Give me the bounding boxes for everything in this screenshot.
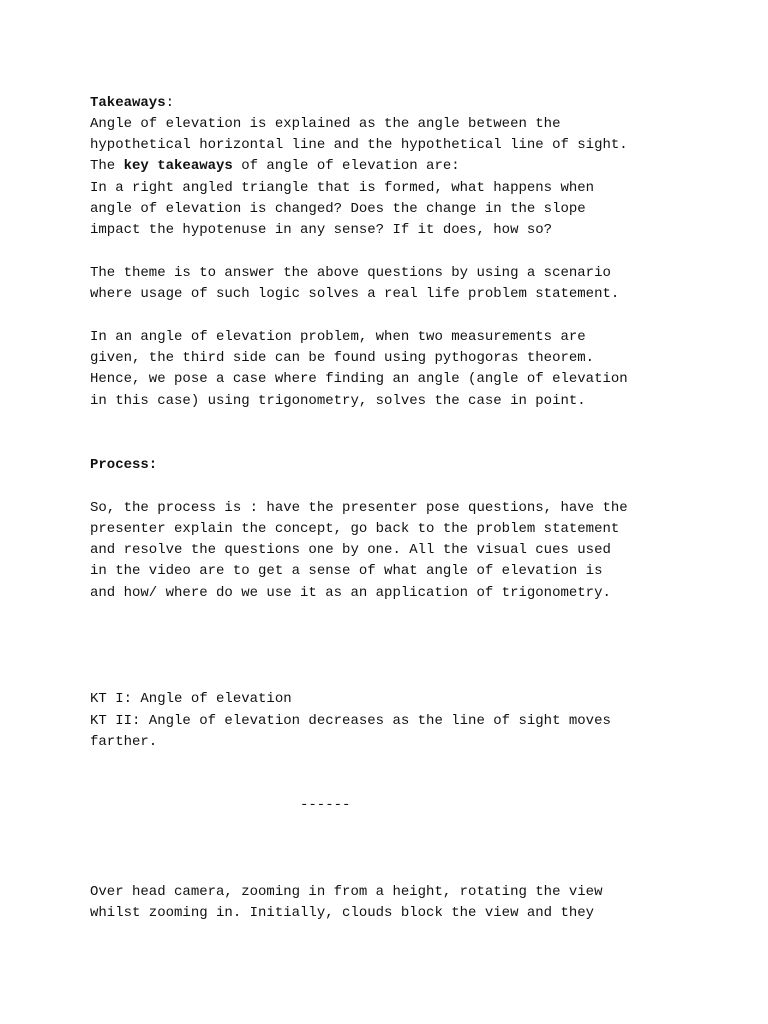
takeaways-line-3-pre: The <box>90 158 124 174</box>
takeaways-line-6: impact the hypotenuse in any sense? If it does, how so? <box>90 222 553 238</box>
takeaways-line-4: In a right angled triangle that is formed, what happens when <box>90 180 595 196</box>
key-takeaways-term: key takeaways <box>123 158 233 174</box>
takeaways-heading-line <box>90 93 174 114</box>
problem-line-1: In an angle of elevation problem, when two measurements are <box>90 329 586 345</box>
takeaways-line-5: angle of elevation is changed? Does the change in the slope <box>90 201 586 217</box>
process-line-3: and resolve the questions one by one. All the visual cues used <box>90 542 611 558</box>
takeaways-heading: Takeaways <box>90 95 166 111</box>
kt-line-3: farther. <box>90 734 158 750</box>
scene-line-2: whilst zooming in. Initially, clouds block the view and they <box>90 905 595 921</box>
kt-line-2: KT II: Angle of elevation decreases as the line of sight moves <box>90 713 611 729</box>
takeaways-line-2: hypothetical horizontal line and the hypothetical line of sight. <box>90 137 628 153</box>
takeaways-heading-colon: : <box>165 95 175 111</box>
process-line-5: and how/ where do we use it as an application of trigonometry. <box>90 585 611 601</box>
process-line-4: in the video are to get a sense of what angle of elevation is <box>90 563 603 579</box>
theme-line-2: where usage of such logic solves a real life problem statement. <box>90 286 620 302</box>
theme-line-1: The theme is to answer the above questions by using a scenario <box>90 265 611 281</box>
takeaways-line-3-post: of angle of elevation are: <box>232 158 460 174</box>
takeaways-line-3 <box>90 156 460 177</box>
process-line-2: presenter explain the concept, go back to the problem statement <box>90 521 620 537</box>
problem-line-4: in this case) using trigonometry, solves the case in point. <box>90 393 586 409</box>
problem-line-3: Hence, we pose a case where finding an angle (angle of elevation <box>90 371 628 387</box>
section-divider: ------ <box>300 797 351 813</box>
process-line-1: So, the process is : have the presenter pose questions, have the <box>90 500 628 516</box>
kt-line-1: KT I: Angle of elevation <box>90 691 292 707</box>
process-heading: Process: <box>90 457 158 473</box>
takeaways-line-1: Angle of elevation is explained as the angle between the <box>90 116 561 132</box>
scene-line-1: Over head camera, zooming in from a height, rotating the view <box>90 884 603 900</box>
problem-line-2: given, the third side can be found using pythogoras theorem. <box>90 350 595 366</box>
